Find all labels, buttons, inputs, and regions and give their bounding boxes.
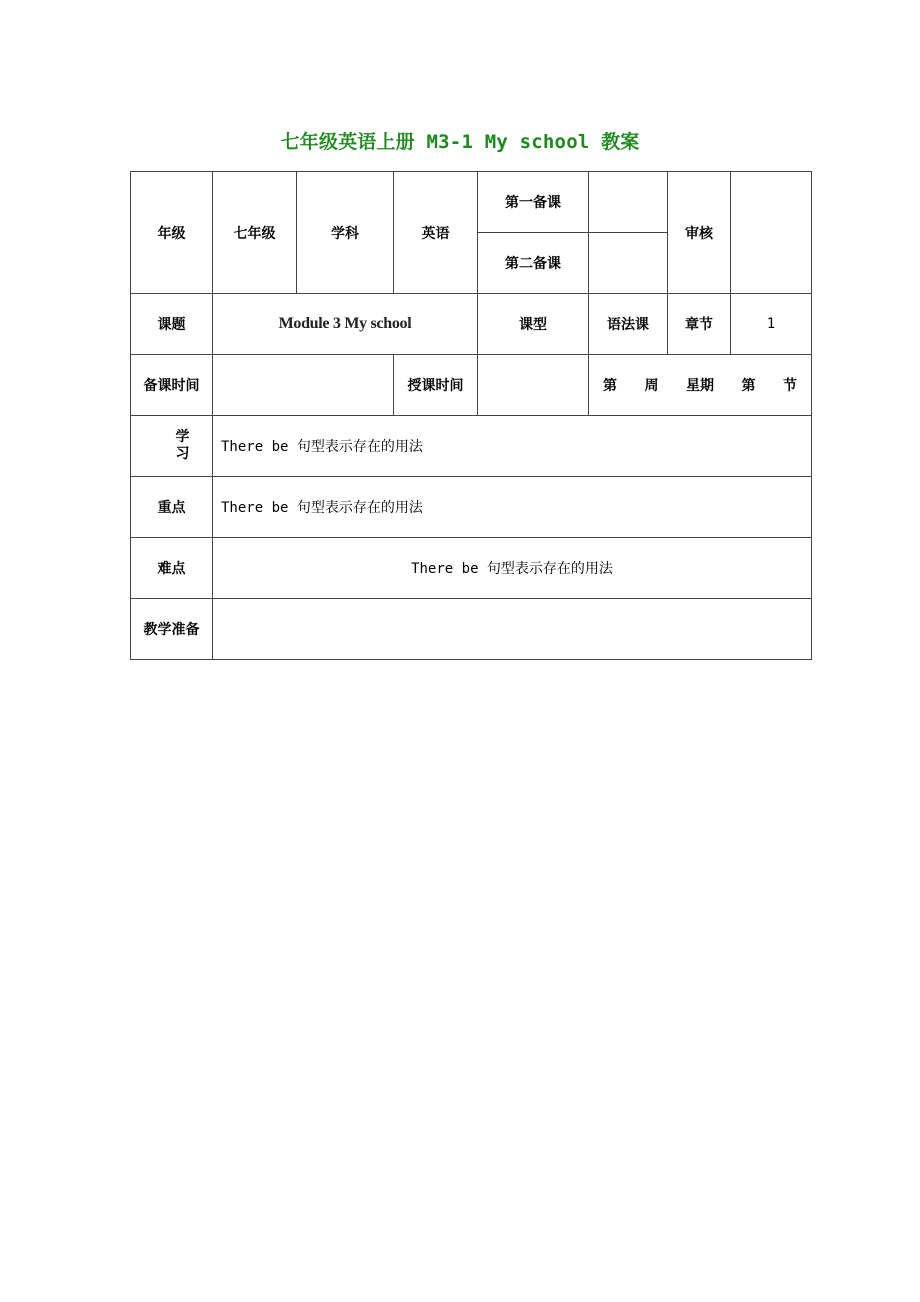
section-value: 1 — [731, 294, 812, 355]
second-prep-value — [589, 233, 668, 294]
prep-time-value — [213, 355, 394, 416]
subject-value: 英语 — [394, 172, 478, 294]
topic-value — [213, 294, 478, 355]
period-prefix: 第 — [741, 378, 756, 394]
study-label — [131, 416, 213, 477]
second-prep-label: 第二备课 — [478, 233, 589, 294]
table-row-key — [131, 477, 812, 538]
weekday-label: 星期 — [686, 378, 714, 394]
teach-time-label: 授课时间 — [394, 355, 478, 416]
lesson-type-value: 语法课 — [589, 294, 668, 355]
difficulty-value: There be 句型表示存在的用法 — [213, 538, 812, 599]
grade-label: 年级 — [131, 172, 213, 294]
topic-value-text: Module 3 My school — [278, 315, 412, 332]
week-prefix: 第 — [603, 378, 617, 394]
week-schedule — [589, 355, 812, 416]
table-row-time — [131, 355, 812, 416]
topic-label: 课题 — [131, 294, 213, 355]
document-title: 七年级英语上册 M3-1 My school 教案 — [280, 131, 640, 153]
key-point-label: 重点 — [131, 477, 213, 538]
grade-value: 七年级 — [213, 172, 297, 294]
table-row-preparation — [131, 599, 812, 660]
teach-time-value — [478, 355, 589, 416]
review-label: 审核 — [668, 172, 731, 294]
table-row-topic — [131, 294, 812, 355]
difficulty-label: 难点 — [131, 538, 213, 599]
first-prep-label: 第一备课 — [478, 172, 589, 233]
prep-time-label: 备课时间 — [131, 355, 213, 416]
study-label-bottom: 习 — [175, 446, 190, 462]
first-prep-value — [589, 172, 668, 233]
section-label: 章节 — [668, 294, 731, 355]
study-label-top: 学 — [175, 429, 190, 445]
study-value: There be 句型表示存在的用法 — [213, 416, 812, 477]
table-row-grade — [131, 172, 812, 233]
subject-label: 学科 — [297, 172, 394, 294]
teaching-prep-value — [213, 599, 812, 660]
week-label: 周 — [644, 378, 659, 394]
lesson-type-label: 课型 — [478, 294, 589, 355]
table-row-difficulty — [131, 538, 812, 599]
key-point-value: There be 句型表示存在的用法 — [213, 477, 812, 538]
period-label: 节 — [783, 378, 797, 394]
lesson-plan-table — [130, 171, 812, 660]
teaching-prep-label: 教学准备 — [131, 599, 213, 660]
review-value — [731, 172, 812, 294]
table-row-study — [131, 416, 812, 477]
